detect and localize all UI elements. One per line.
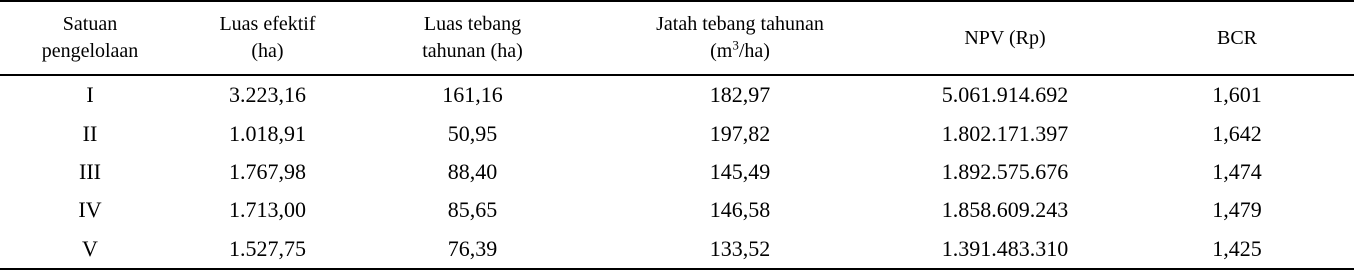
cell-npv: 5.061.914.692 xyxy=(941,82,1069,108)
cell-jatah-tebang: 146,58 xyxy=(709,197,771,223)
cell-npv: 1.892.575.676 xyxy=(941,158,1069,184)
cell-npv: 1.391.483.310 xyxy=(941,235,1069,261)
cell-npv: 1.802.171.397 xyxy=(941,120,1069,146)
header-npv: NPV (Rp) xyxy=(964,26,1046,49)
cell-luas-tebang: 161,16 xyxy=(442,82,503,108)
cell-satuan: III xyxy=(79,158,101,184)
cell-luas-tebang: 85,65 xyxy=(447,197,498,223)
cell-luas-efektif: 1.713,00 xyxy=(229,197,306,223)
cell-satuan: IV xyxy=(78,197,102,223)
table-row xyxy=(0,153,1354,191)
cell-jatah-tebang: 197,82 xyxy=(709,120,771,146)
cell-npv: 1.858.609.243 xyxy=(941,197,1069,223)
cell-luas-tebang: 50,95 xyxy=(447,120,498,146)
table-row xyxy=(0,191,1354,229)
cell-bcr: 1,474 xyxy=(1212,158,1262,184)
cell-bcr: 1,601 xyxy=(1212,82,1262,108)
header-jatah-tebang: Jatah tebang tahunan $(m^3/ha)$ xyxy=(656,13,824,62)
header-luas-tebang: Luas tebang tahunan (ha) xyxy=(422,13,523,62)
header-bcr: BCR xyxy=(1216,26,1258,49)
table-header-row xyxy=(0,2,1354,74)
cell-luas-efektif: 1.018,91 xyxy=(229,120,306,146)
cell-bcr: 1,425 xyxy=(1212,235,1262,261)
cell-luas-tebang: 76,39 xyxy=(447,235,498,261)
cell-jatah-tebang: 145,49 xyxy=(709,158,771,184)
table-row xyxy=(0,230,1354,268)
header-luas-efektif: Luas efektif (ha) xyxy=(219,13,316,62)
table-body xyxy=(0,76,1354,268)
table-row xyxy=(0,76,1354,114)
table-row xyxy=(0,114,1354,152)
header-satuan-pengelolaan: Satuan pengelolaan xyxy=(41,13,139,62)
cell-jatah-tebang: 133,52 xyxy=(709,235,771,261)
cell-bcr: 1,479 xyxy=(1212,197,1262,223)
cell-luas-efektif: 1.767,98 xyxy=(229,158,306,184)
cell-luas-efektif: 3.223,16 xyxy=(229,82,306,108)
cell-jatah-tebang: 182,97 xyxy=(709,82,771,108)
cell-satuan: I xyxy=(86,82,94,108)
cell-satuan: II xyxy=(82,120,98,146)
cell-satuan: V xyxy=(82,235,98,261)
cell-bcr: 1,642 xyxy=(1212,120,1262,146)
bottom-rule xyxy=(0,268,1354,270)
cell-luas-tebang: 88,40 xyxy=(447,158,498,184)
cell-luas-efektif: 1.527,75 xyxy=(229,235,306,261)
